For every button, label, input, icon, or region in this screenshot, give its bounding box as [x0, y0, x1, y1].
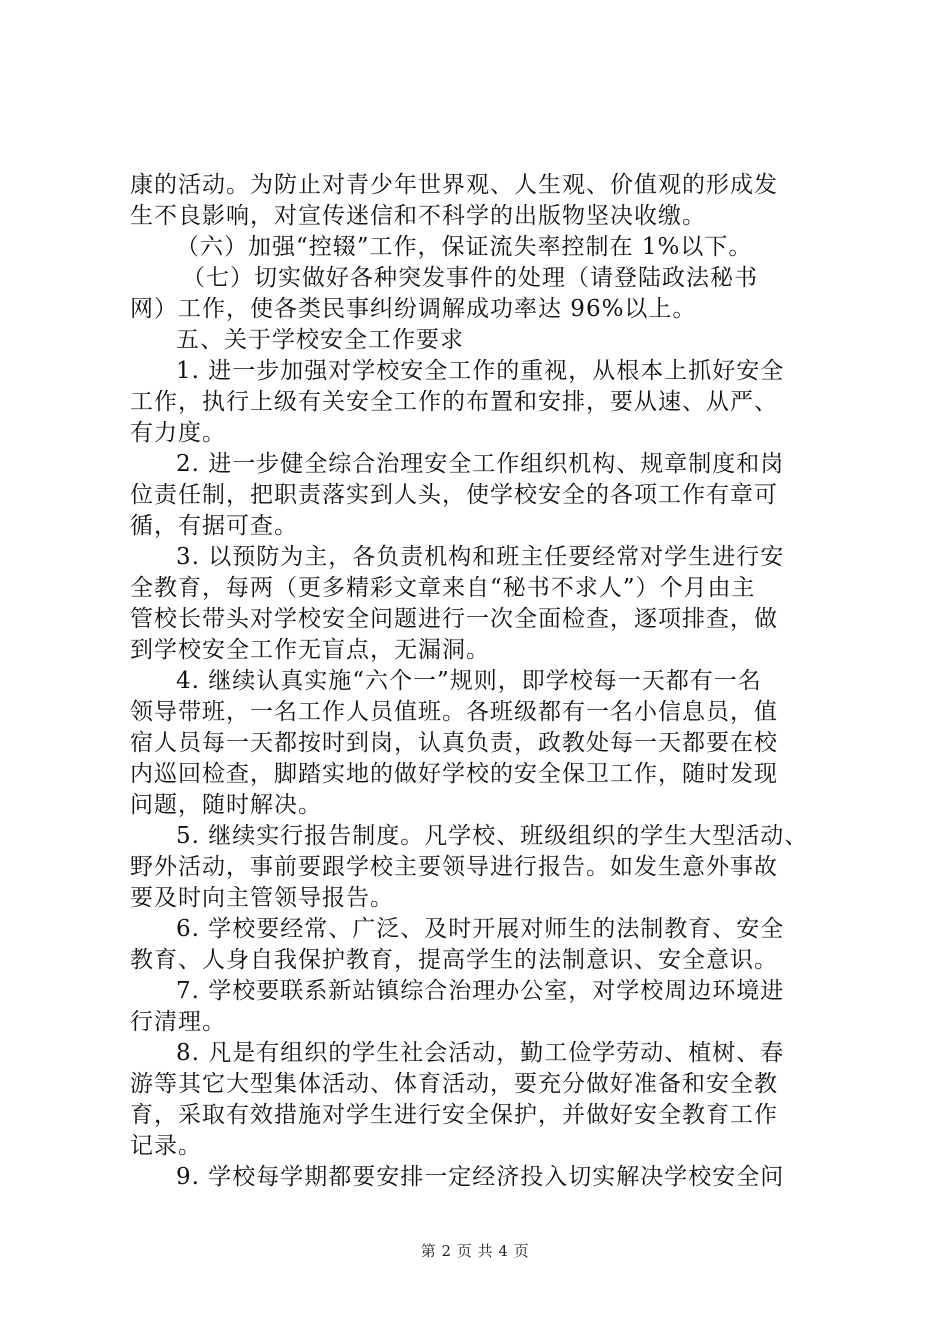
text-line: 工作，执行上级有关安全工作的布置和安排，要从速、从严、 [130, 389, 778, 415]
paragraph [130, 449, 830, 542]
paragraph [130, 325, 830, 356]
paragraph [130, 821, 830, 914]
text-line: 领导带班，一名工作人员值班。各班级都有一名小信息员，值 [130, 699, 778, 725]
text-line: 4. 继续认真实施“六个一”规则，即学校每一天都有一名 [176, 668, 762, 694]
text-line: 游等其它大型集体活动、体育活动，要充分做好准备和安全教 [130, 1071, 778, 1097]
text-line: 要及时向主管领导报告。 [130, 885, 394, 911]
text-line: 五、关于学校安全工作要求 [176, 327, 464, 353]
paragraph [130, 263, 830, 325]
text-line: 康的活动。为防止对青少年世界观、人生观、价值观的形成发 [130, 172, 778, 198]
text-line: （六）加强“控辍”工作，保证流失率控制在 1%以下。 [176, 234, 753, 260]
text-line: 循，有据可查。 [130, 513, 298, 539]
paragraph [130, 976, 830, 1038]
text-line: 5. 继续实行报告制度。凡学校、班级组织的学生大型活动、 [176, 823, 809, 849]
text-line: 生不良影响，对宣传迷信和不科学的出版物坚决收缴。 [130, 203, 706, 229]
paragraph [130, 542, 830, 666]
paragraph [130, 170, 830, 232]
text-line: 记录。 [130, 1133, 202, 1159]
text-line: 育，采取有效措施对学生进行安全保护，并做好安全教育工作 [130, 1102, 778, 1128]
text-line: 2. 进一步健全综合治理安全工作组织机构、规章制度和岗 [176, 451, 785, 477]
text-line: 野外活动，事前要跟学校主要领导进行报告。如发生意外事故 [130, 854, 778, 880]
text-line: 7. 学校要联系新站镇综合治理办公室，对学校周边环境进 [176, 978, 785, 1004]
text-line: 位责任制，把职责落实到人头，使学校安全的各项工作有章可 [130, 482, 778, 508]
paragraph [130, 232, 830, 263]
paragraph [130, 914, 830, 976]
paragraph [130, 356, 830, 449]
document-body [130, 170, 830, 1193]
text-line: 教育、人身自我保护教育，提高学生的法制意识、安全意识。 [130, 947, 778, 973]
text-line: 管校长带头对学校安全问题进行一次全面检查，逐项排查，做 [130, 606, 778, 632]
page-footer: 第 2 页 共 4 页 [420, 1242, 530, 1260]
text-line: 到学校安全工作无盲点，无漏洞。 [130, 637, 490, 663]
text-line: （七）切实做好各种突发事件的处理（请登陆政法秘书 [182, 265, 758, 291]
paragraph [130, 666, 830, 821]
text-line: 问题，随时解决。 [130, 792, 322, 818]
paragraph [130, 1162, 830, 1193]
text-line: 6. 学校要经常、广泛、及时开展对师生的法制教育、安全 [176, 916, 785, 942]
text-line: 1. 进一步加强对学校安全工作的重视，从根本上抓好安全 [176, 358, 785, 384]
text-line: 有力度。 [130, 420, 226, 446]
text-line: 行清理。 [130, 1009, 226, 1035]
text-line: 9. 学校每学期都要安排一定经济投入切实解决学校安全问 [176, 1164, 785, 1190]
paragraph [130, 1038, 830, 1162]
text-line: 3. 以预防为主，各负责机构和班主任要经常对学生进行安 [176, 544, 785, 570]
text-line: 内巡回检查，脚踏实地的做好学校的安全保卫工作，随时发现 [130, 761, 778, 787]
text-line: 宿人员每一天都按时到岗，认真负责，政教处每一天都要在校 [130, 730, 778, 756]
text-line: 网）工作，使各类民事纠纷调解成功率达 96%以上。 [130, 296, 697, 322]
text-line: 全教育，每两（更多精彩文章来自“秘书不求人”）个月由主 [130, 575, 756, 601]
text-line: 8. 凡是有组织的学生社会活动，勤工俭学劳动、植树、春 [176, 1040, 785, 1066]
